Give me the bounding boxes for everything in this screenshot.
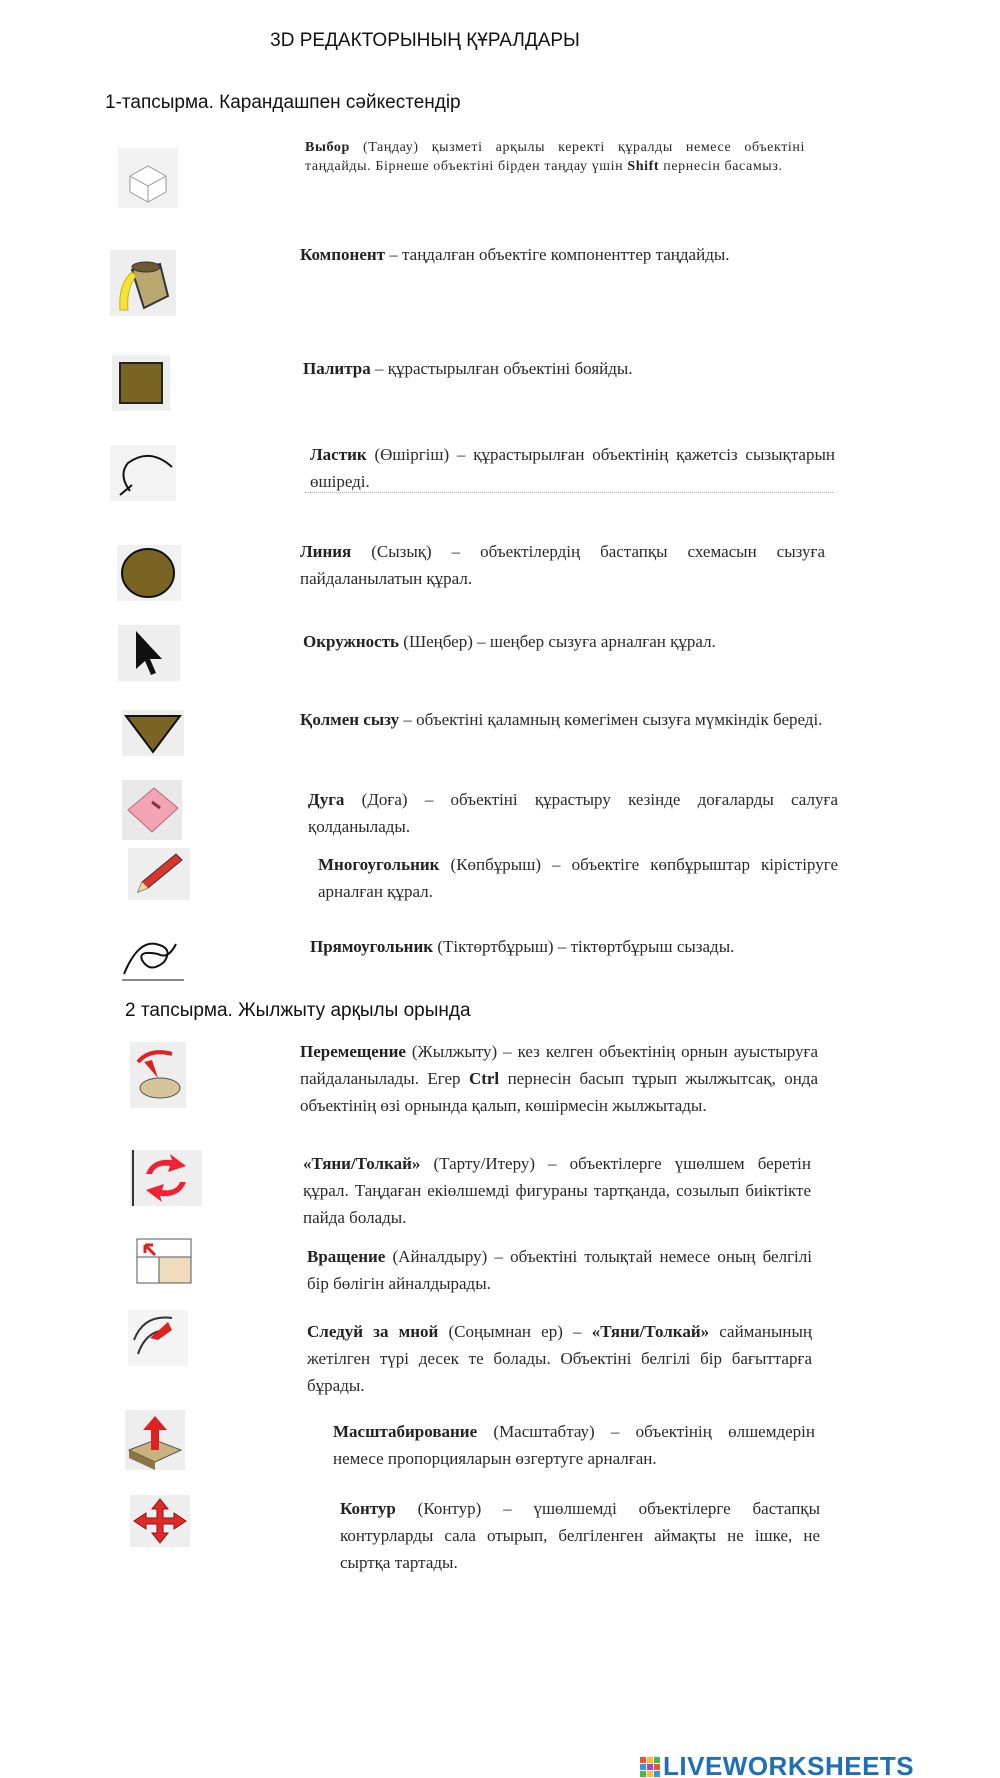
follow-me-icon[interactable]	[128, 1310, 188, 1366]
tool-description-text: (Контур) – үшөлшемді объектілерге бастапқы контурларды сала отырып, белгіленген аймақты не ішке, не сыртқа тартады.	[340, 1499, 820, 1572]
scale-icon[interactable]	[133, 1235, 195, 1287]
tool-description-text: (Соңымнан ер) –	[438, 1322, 592, 1341]
tool-description-text: – таңдалған объектіге компоненттер таңдайды.	[385, 245, 730, 264]
tool-term: Многоугольник	[318, 855, 440, 874]
tool-description-text: (Сызық) – объектілердің бастапқы схемасын сызуға пайдаланылатын құрал.	[300, 542, 825, 588]
move-arrows-icon[interactable]	[130, 1495, 190, 1547]
tool-description-text: (Жылжыту) – кез келген объектінің орнын ауыстыруға пайдаланылады. Егер	[300, 1042, 818, 1088]
tool-description	[333, 1418, 815, 1472]
tool-term: Окружность	[303, 632, 400, 651]
task1-heading: 1-тапсырма. Карандашпен сәйкестендір	[105, 92, 461, 113]
freehand-scribble-icon[interactable]	[118, 930, 186, 982]
logo-mark-icon	[640, 1757, 660, 1777]
tool-description-text: (Тіктөртбұрыш) – тіктөртбұрыш сызады.	[433, 937, 735, 956]
tool-description	[308, 786, 838, 840]
tool-description	[307, 1243, 812, 1297]
push-up-box-icon[interactable]	[125, 1410, 185, 1470]
paint-bucket-icon[interactable]	[110, 250, 176, 316]
tool-description	[300, 538, 825, 592]
tool-description-text: (Айналдыру) – объектіні толықтай немесе оның белгілі бір бөлігін айналдырады.	[307, 1247, 812, 1293]
triangle-icon[interactable]	[122, 710, 184, 756]
tool-term: Палитра	[303, 359, 371, 378]
logo-text: LIVEWORKSHEETS	[663, 1751, 915, 1778]
tool-term: Перемещение	[300, 1042, 406, 1061]
tool-description-text: – құрастырылған объектіні бояйды.	[370, 359, 633, 378]
rotate-icon[interactable]	[130, 1150, 202, 1206]
tool-term: Дуга	[308, 790, 345, 809]
tool-term: «Тяни/Толкай»	[591, 1322, 710, 1341]
circle-icon[interactable]	[117, 545, 181, 601]
tool-description-text: (Көпбұрыш) – объектіге көпбұрыштар кірістіруге арналған құрал.	[318, 855, 838, 901]
task2-heading: 2 тапсырма. Жылжыту арқылы орында	[125, 1000, 471, 1021]
tool-description-text: (Өшіргіш) – құрастырылған объектінің қажетсіз сызықтарын өшіреді.	[310, 445, 835, 491]
tool-term: Масштабирование	[333, 1422, 478, 1441]
tool-description-text: (Масштабтау) – объектінің өлшемдерін немесе пропорцияларын өзгертуге арналған.	[333, 1422, 815, 1468]
tool-description	[300, 241, 790, 268]
arc-icon[interactable]	[110, 445, 176, 501]
liveworksheets-logo	[640, 1751, 914, 1778]
tool-description-text: (Шеңбер) – шеңбер сызуға арналған құрал.	[399, 632, 716, 651]
tool-term: Ctrl	[468, 1069, 500, 1088]
tool-description	[307, 1318, 812, 1399]
select-box-icon[interactable]	[118, 148, 178, 208]
tool-description	[300, 1038, 818, 1119]
tool-description-text: (Доға) – объектіні құрастыру кезінде доғаларды салуға қолданылады.	[308, 790, 838, 836]
tool-description-text: (Тарту/Итеру) – объектілерге үшөлшем беретін құрал. Таңдаған екіөлшемді фигураны тартқанда, созылып биіктікте пайда болады.	[303, 1154, 811, 1227]
tool-term: «Тяни/Толкай»	[303, 1154, 421, 1173]
push-pull-icon[interactable]	[130, 1042, 186, 1108]
cursor-arrow-icon[interactable]	[118, 625, 180, 681]
tool-description	[310, 933, 837, 960]
page-title: 3D РЕДАКТОРЫНЫҢ ҚҰРАЛДАРЫ	[270, 30, 580, 51]
tool-description	[340, 1495, 820, 1576]
pencil-icon[interactable]	[128, 848, 190, 900]
tool-term: Компонент	[300, 245, 386, 264]
eraser-icon[interactable]	[122, 780, 182, 840]
tool-term: Выбор	[305, 140, 350, 155]
tool-description-text: сайманының жетілген түрі десек те болады. Объектіні белгілі бір бағыттарға бұрады.	[307, 1322, 812, 1395]
tool-term: Қолмен сызу	[300, 710, 400, 729]
tool-description	[310, 441, 835, 495]
tool-description	[318, 851, 838, 905]
tool-description-text: (Таңдау) қызметі арқылы керекті құралды немесе объектіні таңдайды. Бірнеше объектіні бірден таңдау үшін	[305, 140, 805, 174]
tool-term: Ластик	[310, 445, 367, 464]
tool-description-text: – объектіні қаламның көмегімен сызуға мүмкіндік береді.	[399, 710, 823, 729]
tool-description	[303, 1150, 811, 1231]
tool-description-text: пернесін басамыз.	[659, 159, 783, 174]
tool-description-text: пернесін басып тұрып жылжытсақ, онда объектінің өзі орнында қалып, көшірмесін жылжытады.	[300, 1069, 818, 1115]
tool-term: Следуй за мной	[307, 1322, 439, 1341]
tool-term: Контур	[340, 1499, 396, 1518]
tool-term: Прямоугольник	[310, 937, 434, 956]
tool-term: Линия	[300, 542, 352, 561]
tool-description	[305, 138, 805, 176]
tool-description	[303, 355, 773, 382]
tool-term: Вращение	[307, 1247, 386, 1266]
tool-description	[300, 706, 832, 733]
tool-term: Shift	[627, 159, 660, 174]
tool-description	[303, 628, 828, 655]
square-icon[interactable]	[112, 355, 170, 411]
